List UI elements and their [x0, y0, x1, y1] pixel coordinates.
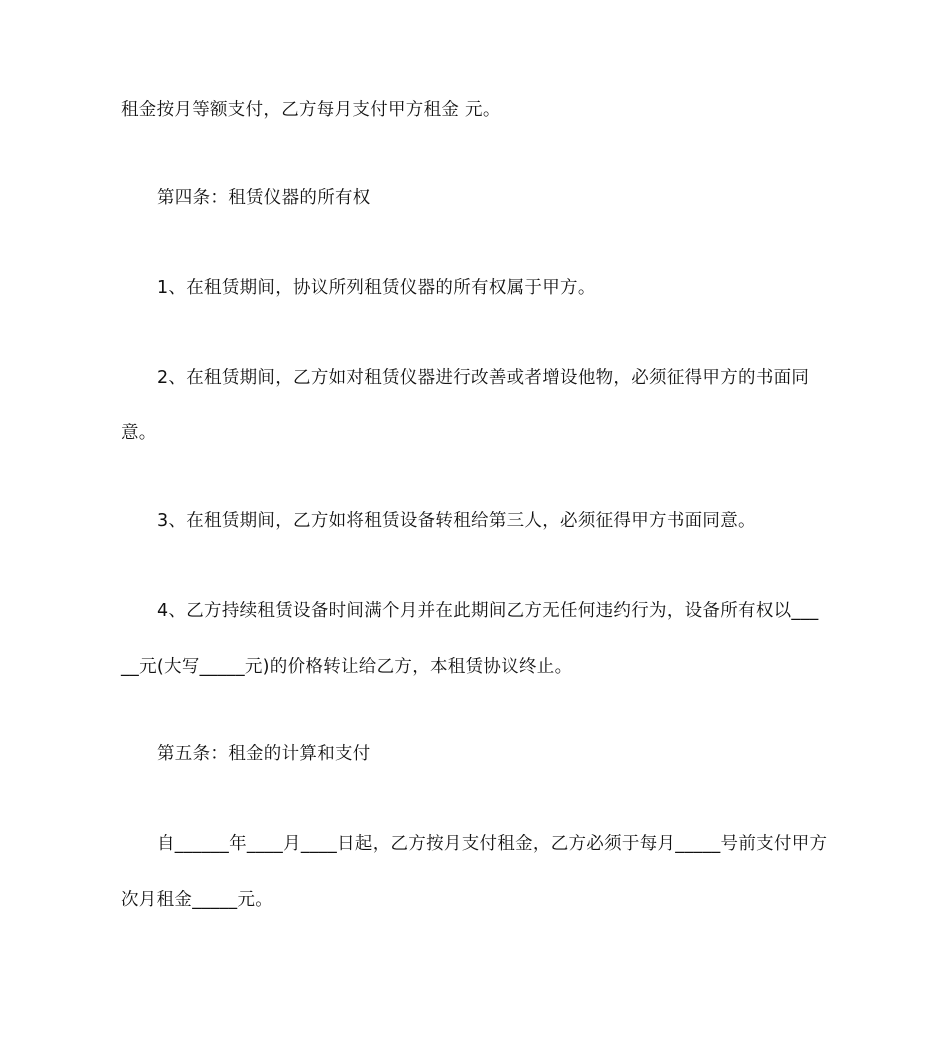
clause-4-2-line-2: 意。 [121, 423, 157, 443]
clause-4-3: 3、在租赁期间，乙方如将租赁设备转租给第三人，必须征得甲方书面同意。 [157, 511, 756, 531]
clause-4-4-line-2: __元(大写_____元)的价格转让给乙方，本租赁协议终止。 [121, 657, 573, 677]
paragraph-rent-monthly: 租金按月等额支付，乙方每月支付甲方租金 元。 [121, 100, 501, 120]
article-five-paragraph-line-2: 次月租金_____元。 [121, 890, 274, 910]
article-five-paragraph-line-1: 自______年____月____日起，乙方按月支付租金，乙方必须于每月_____号前支付甲方 [157, 834, 828, 854]
article-five-heading: 第五条：租金的计算和支付 [157, 744, 371, 764]
article-four-heading: 第四条：租赁仪器的所有权 [157, 188, 371, 208]
clause-4-4-line-1: 4、乙方持续租赁设备时间满个月并在此期间乙方无任何违约行为，设备所有权以___ [157, 601, 819, 621]
clause-4-2-line-1: 2、在租赁期间，乙方如对租赁仪器进行改善或者增设他物，必须征得甲方的书面同 [157, 368, 810, 388]
clause-4-1: 1、在租赁期间，协议所列租赁仪器的所有权属于甲方。 [157, 278, 596, 298]
